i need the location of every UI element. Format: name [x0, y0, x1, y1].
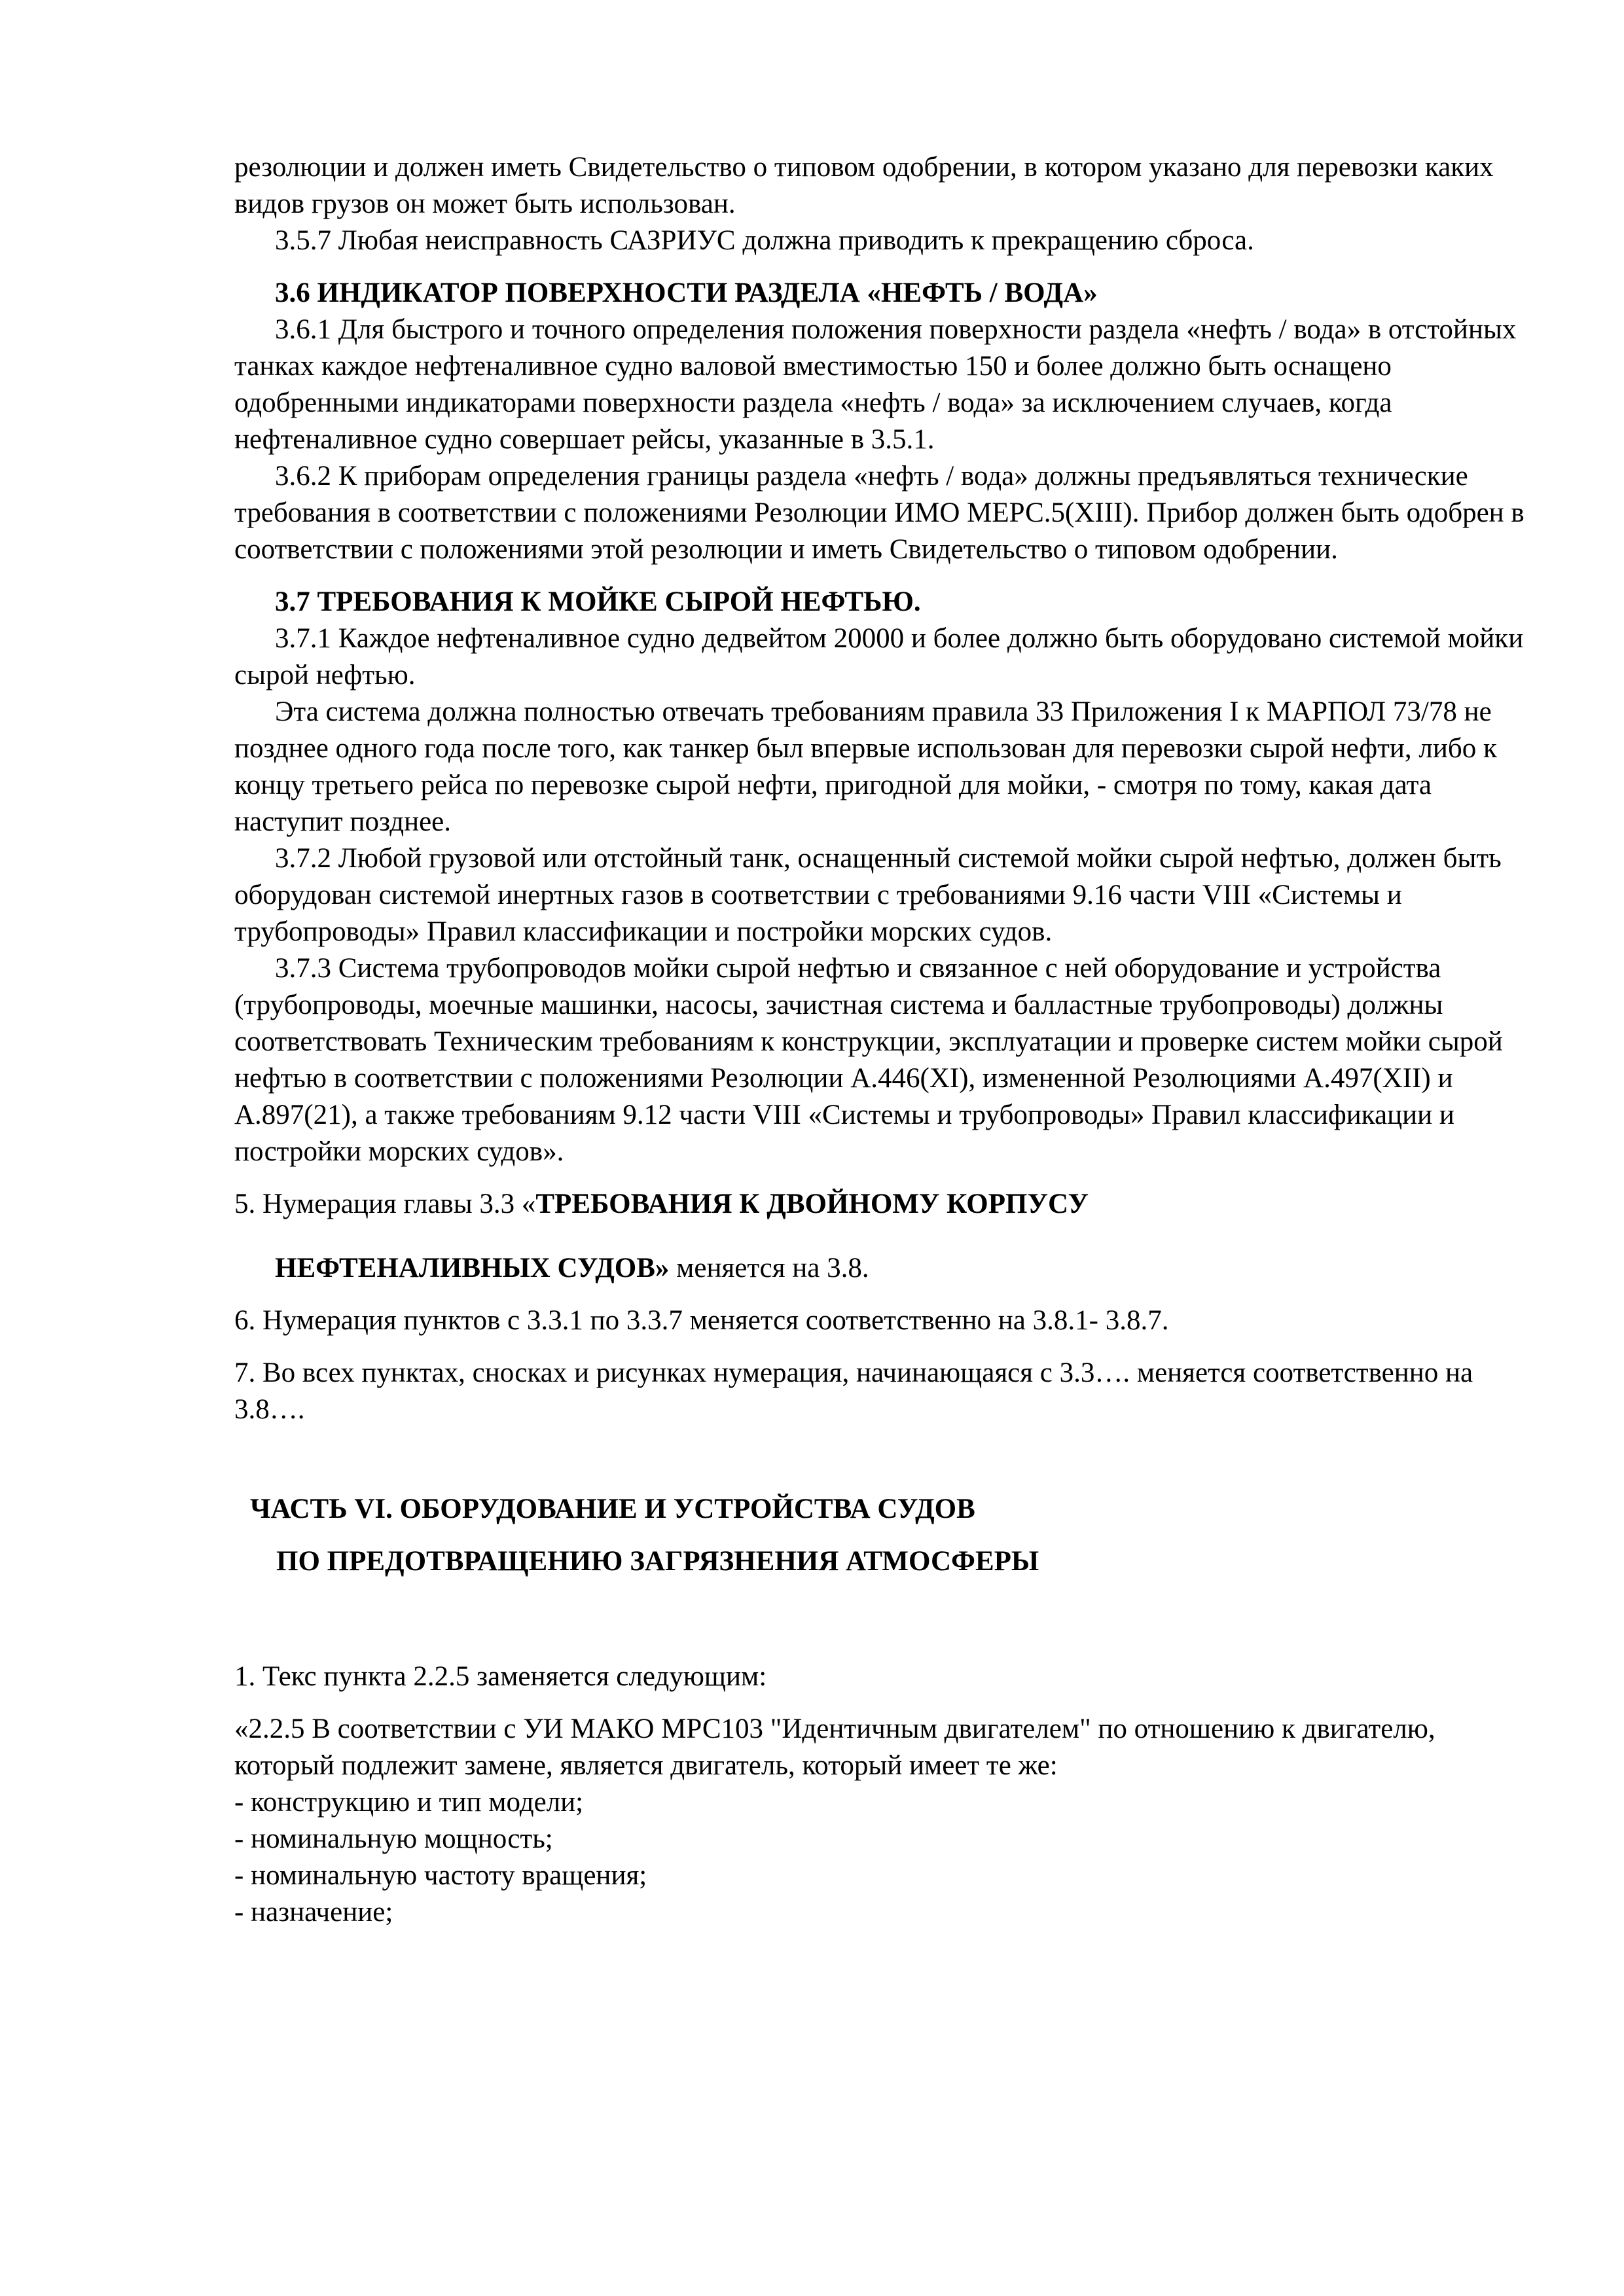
heading-3-7: 3.7 ТРЕБОВАНИЯ К МОЙКЕ СЫРОЙ НЕФТЬЮ. — [275, 586, 921, 617]
item-7: 7. Во всех пунктах, сносках и рисунках нумерация, начинающаяся с 3.3…. меняется соответственно на 3.8…. — [234, 1357, 1473, 1425]
item-5-bold-title-2: НЕФТЕНАЛИВНЫХ СУДОВ» — [275, 1253, 670, 1283]
paragraph-3-7-2: 3.7.2 Любой грузовой или отстойный танк, оснащенный системой мойки сырой нефтью, должен быть оборудован системой инертных газов в соответствии с требованиями 9.16 части VIII «Системы и трубопроводы» Правил классификации и постройки морских судов. — [234, 843, 1502, 947]
item-5-prefix: 5. Нумерация главы 3.3 « — [234, 1189, 536, 1219]
paragraph-3-7-3: 3.7.3 Система трубопроводов мойки сырой нефтью и связанное с ней оборудование и устройства (трубопроводы, моечные машинки, насосы, зачистная система и балластные трубопроводы) должны соответствовать Техническим требованиям к конструкции, эксплуатации и проверке систем мойки сырой нефтью в соответствии с положениями Резолюции А.446(XI), измененной Резолюциями А.497(XII) и А.897(21), а также требованиям 9.12 части VIII «Системы и трубопроводы» Правил классификации и постройки морских судов». — [234, 953, 1503, 1167]
item-5-suffix: меняется на 3.8. — [669, 1253, 869, 1283]
part-vi-title-line-1: ЧАСТЬ VI. ОБОРУДОВАНИЕ И УСТРОЙСТВА СУДОВ — [250, 1494, 975, 1524]
item-5-line-1 — [234, 1186, 1530, 1223]
list-item: - номинальную мощность; — [234, 1823, 553, 1854]
heading-3-6: 3.6 ИНДИКАТОР ПОВЕРХНОСТИ РАЗДЕЛА «НЕФТЬ / ВОДА» — [275, 278, 1098, 308]
identical-engine-criteria-list — [234, 1784, 1530, 1931]
paragraph-2-2-5: «2.2.5 В соответствии с УИ МАКО МРС103 "Идентичным двигателем" по отношению к двигателю, который подлежит замене, является двигатель, который имеет те же: — [234, 1713, 1435, 1781]
item-5-line-2 — [275, 1250, 1530, 1287]
item-1: 1. Текс пункта 2.2.5 заменяется следующим: — [234, 1661, 767, 1692]
paragraph-3-7-1-system: Эта система должна полностью отвечать требованиям правила 33 Приложения I к МАРПОЛ 73/78 не позднее одного года после того, как танкер был впервые использован для перевозки сырой нефти, либо к концу третьего рейса по перевозке сырой нефти, пригодной для мойки, - смотря по тому, какая дата наступит позднее. — [234, 696, 1497, 837]
paragraph-3-5-7: 3.5.7 Любая неисправность САЗРИУС должна приводить к прекращению сброса. — [275, 225, 1254, 256]
paragraph-resolution-continuation: резолюции и должен иметь Свидетельство о типовом одобрении, в котором указано для перевозки каких видов грузов он может быть использован. — [234, 152, 1494, 219]
list-item: - номинальную частоту вращения; — [234, 1860, 647, 1891]
list-item: - назначение; — [234, 1897, 393, 1928]
document-page — [234, 149, 1530, 1931]
part-vi-title-line-2: ПО ПРЕДОТВРАЩЕНИЮ ЗАГРЯЗНЕНИЯ АТМОСФЕРЫ — [276, 1546, 1039, 1577]
list-item: - конструкцию и тип модели; — [234, 1787, 584, 1818]
paragraph-3-6-2: 3.6.2 К приборам определения границы раздела «нефть / вода» должны предъявляться технические требования в соответствии с положениями Резолюции ИМО МЕРС.5(XIII). Прибор должен быть одобрен в соответствии с положениями этой резолюции и иметь Свидетельство о типовом одобрении. — [234, 461, 1525, 565]
paragraph-3-6-1: 3.6.1 Для быстрого и точного определения положения поверхности раздела «нефть / вода» в отстойных танках каждое нефтеналивное судно валовой вместимостью 150 и более должно быть оснащено одобренными индикаторами поверхности раздела «нефть / вода» за исключением случаев, когда нефтеналивное судно совершает рейсы, указанные в 3.5.1. — [234, 314, 1517, 455]
item-6: 6. Нумерация пунктов с 3.3.1 по 3.3.7 меняется соответственно на 3.8.1- 3.8.7. — [234, 1305, 1169, 1336]
paragraph-3-7-1: 3.7.1 Каждое нефтеналивное судно дедвейтом 20000 и более должно быть оборудовано системой мойки сырой нефтью. — [234, 623, 1524, 691]
item-5-bold-title-1: ТРЕБОВАНИЯ К ДВОЙНОМУ КОРПУСУ — [535, 1189, 1089, 1219]
